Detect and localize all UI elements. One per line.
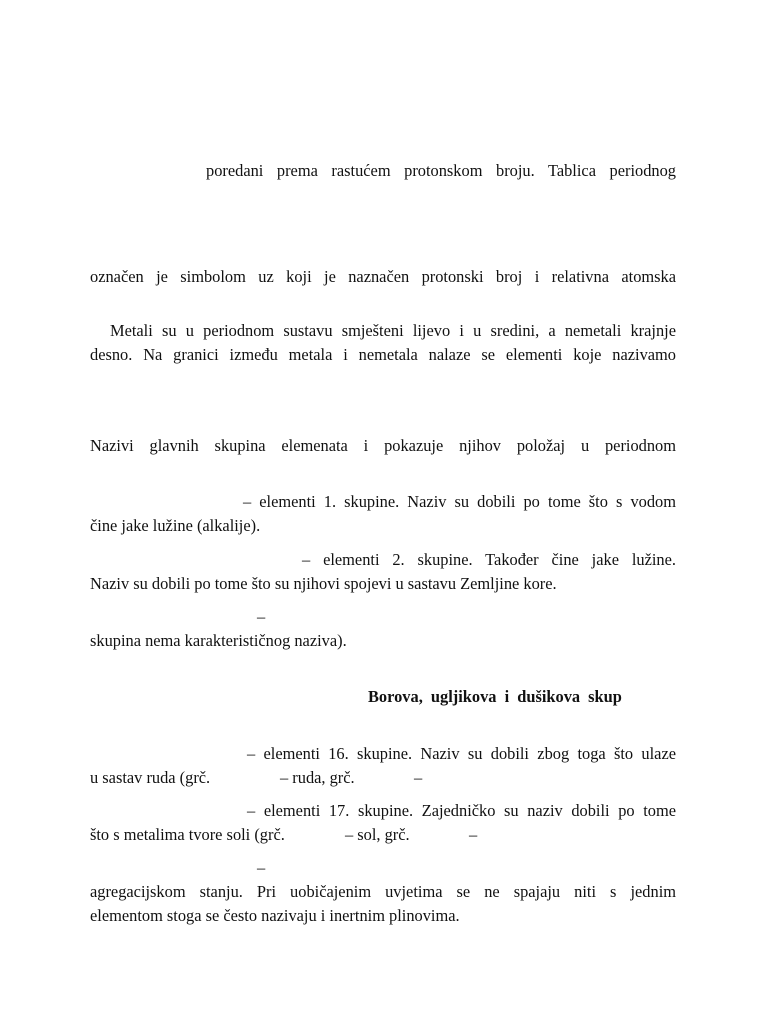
text-line: – xyxy=(414,768,423,787)
text-line: skupina nema karakterističnog naziva). xyxy=(90,631,347,650)
text-line: što s metalima tvore soli (grč. xyxy=(90,825,285,844)
text-line: poredani prema rastućem protonskom broju. Tablica periodnog xyxy=(206,161,676,180)
text-line: – elementi 1. skupine. Naziv su dobili po tome što s vodom xyxy=(243,492,676,511)
text-line: označen je simbolom uz koji je naznačen protonski broj i relativna atomska xyxy=(90,267,676,286)
text-line: – xyxy=(469,825,478,844)
text-line: – elementi 17. skupine. Zajedničko su naziv dobili po tome xyxy=(247,801,676,820)
text-line: čine jake lužine (alkalije). xyxy=(90,516,261,535)
text-line: – elementi 16. skupine. Naziv su dobili zbog toga što ulaze xyxy=(247,744,676,763)
text-line: – xyxy=(257,858,266,877)
text-line: Metali su u periodnom sustavu smješteni lijevo i u sredini, a nemetali krajnje xyxy=(110,321,676,340)
text-line: – xyxy=(257,607,266,626)
text-line: – elementi 2. skupine. Također čine jake lužine. xyxy=(302,550,676,569)
text-line: Naziv su dobili po tome što su njihovi spojevi u sastavu Zemljine kore. xyxy=(90,574,557,593)
text-line: agregacijskom stanju. Pri uobičajenim uvjetima se ne spajaju niti s jednim xyxy=(90,882,676,901)
text-line: Nazivi glavnih skupina elemenata i pokazuje njihov položaj u periodnom xyxy=(90,436,676,455)
text-line: u sastav ruda (grč. xyxy=(90,768,211,787)
text-line: – ruda, grč. xyxy=(280,768,355,787)
section-heading: Borova, ugljikova i dušikova skup xyxy=(368,687,622,706)
text-line: desno. Na granici između metala i nemetala nalaze se elementi koje nazivamo xyxy=(90,345,676,364)
text-line: elementom stoga se često nazivaju i inertnim plinovima. xyxy=(90,906,460,925)
text-line: – sol, grč. xyxy=(345,825,410,844)
